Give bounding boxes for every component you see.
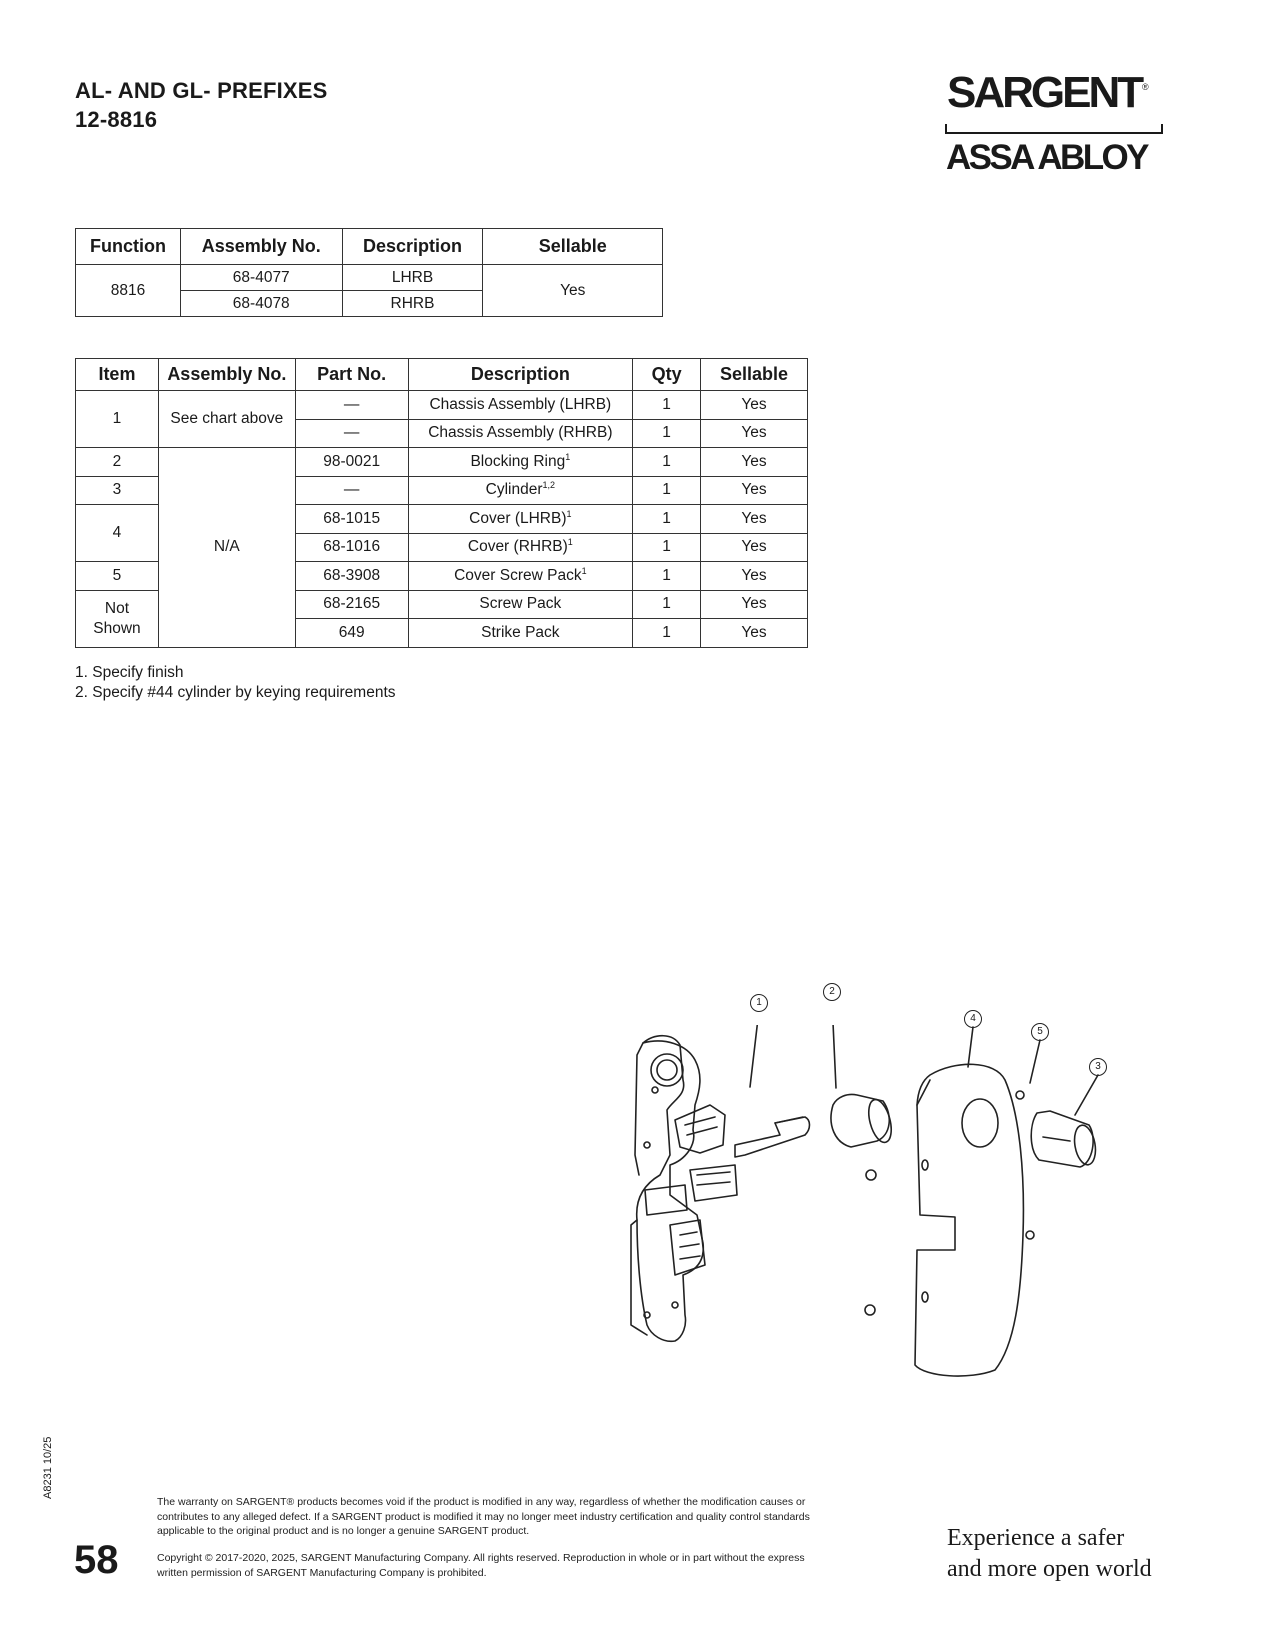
warranty-text: The warranty on SARGENT® products becomes void if the product is modified in any way, regardless of whether the modification causes or contributes to any alleged defect. If a SARGENT product is modified it may no longer meet industry certification and quality control standards applicable to the original product and is no longer a genuine SARGENT product. (157, 1496, 810, 1537)
description-text: Chassis Assembly (LHRB) (429, 395, 612, 413)
sellable-cell: Yes (701, 448, 808, 477)
logo-registered-mark: ® (1142, 82, 1149, 92)
sellable-cell: Yes (701, 391, 808, 420)
item-cell: 2 (76, 448, 159, 477)
footnote-ref: 1 (581, 565, 587, 576)
qty-cell: 1 (633, 391, 701, 420)
qty-cell: 1 (633, 419, 701, 448)
description-cell (408, 419, 633, 448)
description-text: Cylinder (485, 481, 543, 499)
page-title (75, 76, 328, 134)
description-cell (408, 476, 633, 505)
col-header: Qty (633, 359, 701, 391)
col-header: Assembly No. (180, 229, 342, 265)
description-text: Strike Pack (481, 623, 560, 641)
description-text: Cover (RHRB) (467, 538, 568, 556)
blocking-ring (831, 1094, 895, 1147)
description-cell (408, 533, 633, 562)
assembly-cell: 68-4077 (180, 265, 342, 291)
cover (915, 1064, 1023, 1376)
item-cell: 4 (76, 505, 159, 562)
copyright-text: Copyright © 2017-2020, 2025, SARGENT Manufacturing Company. All rights reserved. Reproduction in whole or in part without the express written permission of SARGENT Manufacturing Company is prohibited. (157, 1552, 805, 1579)
footnote: 2. Specify #44 cylinder by keying requirements (75, 684, 396, 701)
assembly-cell: See chart above (158, 391, 295, 448)
part-cell: 68-3908 (295, 562, 408, 591)
footnote-ref: 1 (567, 537, 573, 548)
description-cell (408, 505, 633, 534)
description-cell (408, 448, 633, 477)
description-text: Blocking Ring (470, 452, 566, 470)
callout-5: 5 (1031, 1023, 1049, 1041)
assembly-cell: N/A (158, 448, 295, 648)
item-shown-label: Shown (93, 619, 141, 637)
description-cell (408, 619, 633, 648)
qty-cell: 1 (633, 619, 701, 648)
sellable-cell: Yes (701, 619, 808, 648)
page-number: 58 (74, 1538, 119, 1582)
part-cell: — (295, 476, 408, 505)
qty-cell: 1 (633, 448, 701, 477)
qty-cell: 1 (633, 533, 701, 562)
sellable-cell: Yes (701, 419, 808, 448)
item-cell: 3 (76, 476, 159, 505)
parts-table (75, 358, 808, 648)
function-cell: 8816 (76, 265, 181, 317)
col-header: Item (76, 359, 159, 391)
parts-table-header (76, 359, 808, 391)
title-line-model: 12-8816 (75, 107, 158, 132)
description-cell (408, 590, 633, 619)
tagline-line: and more open world (947, 1556, 1152, 1582)
exploded-parts-drawing (625, 1025, 1145, 1435)
item-cell: 5 (76, 562, 159, 591)
qty-cell: 1 (633, 562, 701, 591)
col-header: Function (76, 229, 181, 265)
cylinder (1031, 1111, 1098, 1167)
title-line-prefixes: AL- AND GL- PREFIXES (75, 78, 328, 103)
table-row (76, 265, 663, 291)
description-cell (408, 391, 633, 420)
col-header: Assembly No. (158, 359, 295, 391)
tagline-line: Experience a safer (947, 1525, 1125, 1551)
col-header: Sellable (483, 229, 663, 265)
function-table-header (76, 229, 663, 265)
description-text: Cover Screw Pack (454, 566, 582, 584)
sellable-cell: Yes (701, 590, 808, 619)
description-text: Chassis Assembly (RHRB) (428, 424, 613, 442)
callout-1: 1 (750, 994, 768, 1012)
col-header: Sellable (701, 359, 808, 391)
item-not-label: Not (104, 599, 130, 617)
function-table (75, 228, 663, 317)
table-row (76, 391, 808, 420)
part-cell: — (295, 391, 408, 420)
chassis-assembly (631, 1036, 810, 1342)
part-cell: 68-2165 (295, 590, 408, 619)
callout-4: 4 (964, 1010, 982, 1028)
tagline (947, 1523, 1152, 1585)
sargent-assa-abloy-logo (935, 66, 1167, 176)
footnote-ref: 1,2 (542, 480, 556, 491)
callout-3: 3 (1089, 1058, 1107, 1076)
part-cell: 68-1016 (295, 533, 408, 562)
col-header: Description (342, 229, 483, 265)
document-id: A8231 10/25 (42, 1436, 54, 1499)
sellable-cell: Yes (701, 533, 808, 562)
part-cell: 68-1015 (295, 505, 408, 534)
part-cell: 98-0021 (295, 448, 408, 477)
part-cell: — (295, 419, 408, 448)
description-text: Screw Pack (479, 595, 562, 613)
footnote: 1. Specify finish (75, 664, 184, 681)
assembly-cell: 68-4078 (180, 291, 342, 317)
item-cell (76, 590, 159, 647)
col-header: Part No. (295, 359, 408, 391)
col-header: Description (408, 359, 633, 391)
footnotes (75, 663, 396, 703)
qty-cell: 1 (633, 505, 701, 534)
part-cell: 649 (295, 619, 408, 648)
footnote-ref: 1 (565, 451, 571, 462)
sellable-cell: Yes (701, 505, 808, 534)
footnote-ref: 1 (566, 508, 572, 519)
table-row (76, 448, 808, 477)
item-cell: 1 (76, 391, 159, 448)
description-text: Cover (LHRB) (469, 509, 567, 527)
sellable-cell: Yes (483, 265, 663, 317)
qty-cell: 1 (633, 476, 701, 505)
description-cell (408, 562, 633, 591)
logo-bracket (945, 124, 1163, 134)
callout-2: 2 (823, 983, 841, 1001)
sellable-cell: Yes (701, 562, 808, 591)
logo-brand: SARGENT (947, 68, 1142, 117)
description-cell: LHRB (342, 265, 483, 291)
sellable-cell: Yes (701, 476, 808, 505)
logo-parent: ASSA ABLOY (946, 138, 1147, 177)
description-cell: RHRB (342, 291, 483, 317)
qty-cell: 1 (633, 590, 701, 619)
